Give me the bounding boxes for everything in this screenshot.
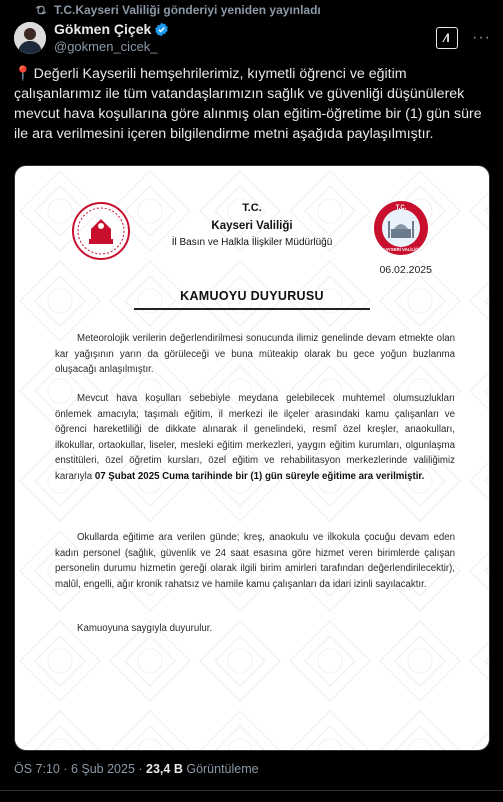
repost-bar[interactable] [34, 2, 321, 18]
author-block[interactable] [54, 21, 169, 55]
author-name[interactable]: Gökmen Çiçek [54, 21, 152, 37]
divider [0, 790, 503, 791]
doc-paragraph-4: Kamuoyuna saygıyla duyurulur. [77, 623, 213, 634]
repost-label: T.C.Kayseri Valiliği gönderiyi yeniden yayınladı [54, 3, 321, 17]
tweet-meta [14, 762, 259, 776]
tweet-text [14, 64, 492, 144]
kayseri-valiligi-seal [372, 199, 430, 257]
tweet-timestamp[interactable]: ÖS 7:10 · 6 Şub 2025 · [14, 762, 147, 776]
doc-mudurluk: İl Basın ve Halkla İlişkiler Müdürlüğü [171, 237, 333, 248]
avatar[interactable] [14, 22, 46, 54]
doc-date: 06.02.2025 [379, 264, 432, 276]
doc-paragraph-2-text: Mevcut hava koşulları sebebiyle meydana gelebilecek muhtemel olumsuzlukları önlemek amacıyla; taşımalı eğitim, il merkezi ile ilçeler arasındaki kamu çalışanları ve öğrenci hareketliliği de dikkate alınarak il genelindeki, resmî özel kreşler, anaokulları, ilkokullar, ortaokullar, liseler, mesleki eğitim merkezleri, yaygın eğitim kurumları, olgunlaşma enstitüleri, özel öğretim kursları, özel eğitim ve rehabilitasyon merkezlerinde valiliğimiz kararıyla [55, 393, 455, 482]
grok-icon[interactable]: ⁄I [436, 27, 458, 49]
view-count: 23,4 B [146, 762, 183, 776]
author-handle[interactable]: @gokmen_cicek_ [54, 39, 158, 54]
title-underline [134, 308, 370, 310]
doc-valilik: Kayseri Valiliği [211, 220, 293, 232]
doc-title: KAMUOYU DUYURUSU [180, 289, 324, 303]
doc-paragraph-1: Meteorolojik verilerin değerlendirilmesi sonucunda ilimiz genelinde devam etmekte olan kar yağışının yarın da görüleceği ve buna müteakip olarak bu gece yoğun buzlanma oluşacağı anlaşılmıştır. [55, 333, 455, 376]
verified-badge-icon [154, 22, 169, 37]
view-label: Görüntüleme [182, 762, 259, 776]
repost-icon [34, 3, 48, 17]
tweet-body: Değerli Kayserili hemşehrilerimiz, kıymetli öğrenci ve eğitim çalışanlarımız ile tüm vatandaşlarımızın sağlık ve güvenliği düşünülerek mevcut hava koşullarına göre alınmış olan eğitim-öğretime bir (1) gün süre ile ara verilmesini içeren bilgilendirme metni aşağıda paylaşılmıştır. [14, 66, 482, 142]
tweet-header [14, 18, 491, 58]
doc-paragraph-2-bold: 07 Şubat 2025 Cuma tarihinde bir (1) gün süreyle eğitime ara verilmiştir. [94, 470, 425, 482]
more-icon[interactable]: ··· [472, 29, 491, 46]
doc-paragraph-3: Okullarda eğitime ara verilen günde; kreş, anaokulu ve ilkokula çocuğu devam eden kadın personel (sağlık, güvenlik ve 24 saat esasına göre hizmet veren birimlerde çalışan personelin durumu hizmetin gereği olarak ilgili birim amirleri tarafından değerlendirilecektir), malûl, engelli, ağır kronik rahatsız ve hamile kamu çalışanları da idari izinli sayılacaktır. [55, 532, 455, 590]
seal-bottom-text: KAYSERİ VALİLİĞİ [382, 247, 420, 252]
seal-top-text: T.C. [395, 205, 407, 211]
doc-tc: T.C. [242, 202, 262, 214]
tweet-image[interactable] [14, 165, 490, 751]
pin-icon: 📍 [14, 66, 32, 82]
doc-paragraph-2 [55, 391, 455, 485]
